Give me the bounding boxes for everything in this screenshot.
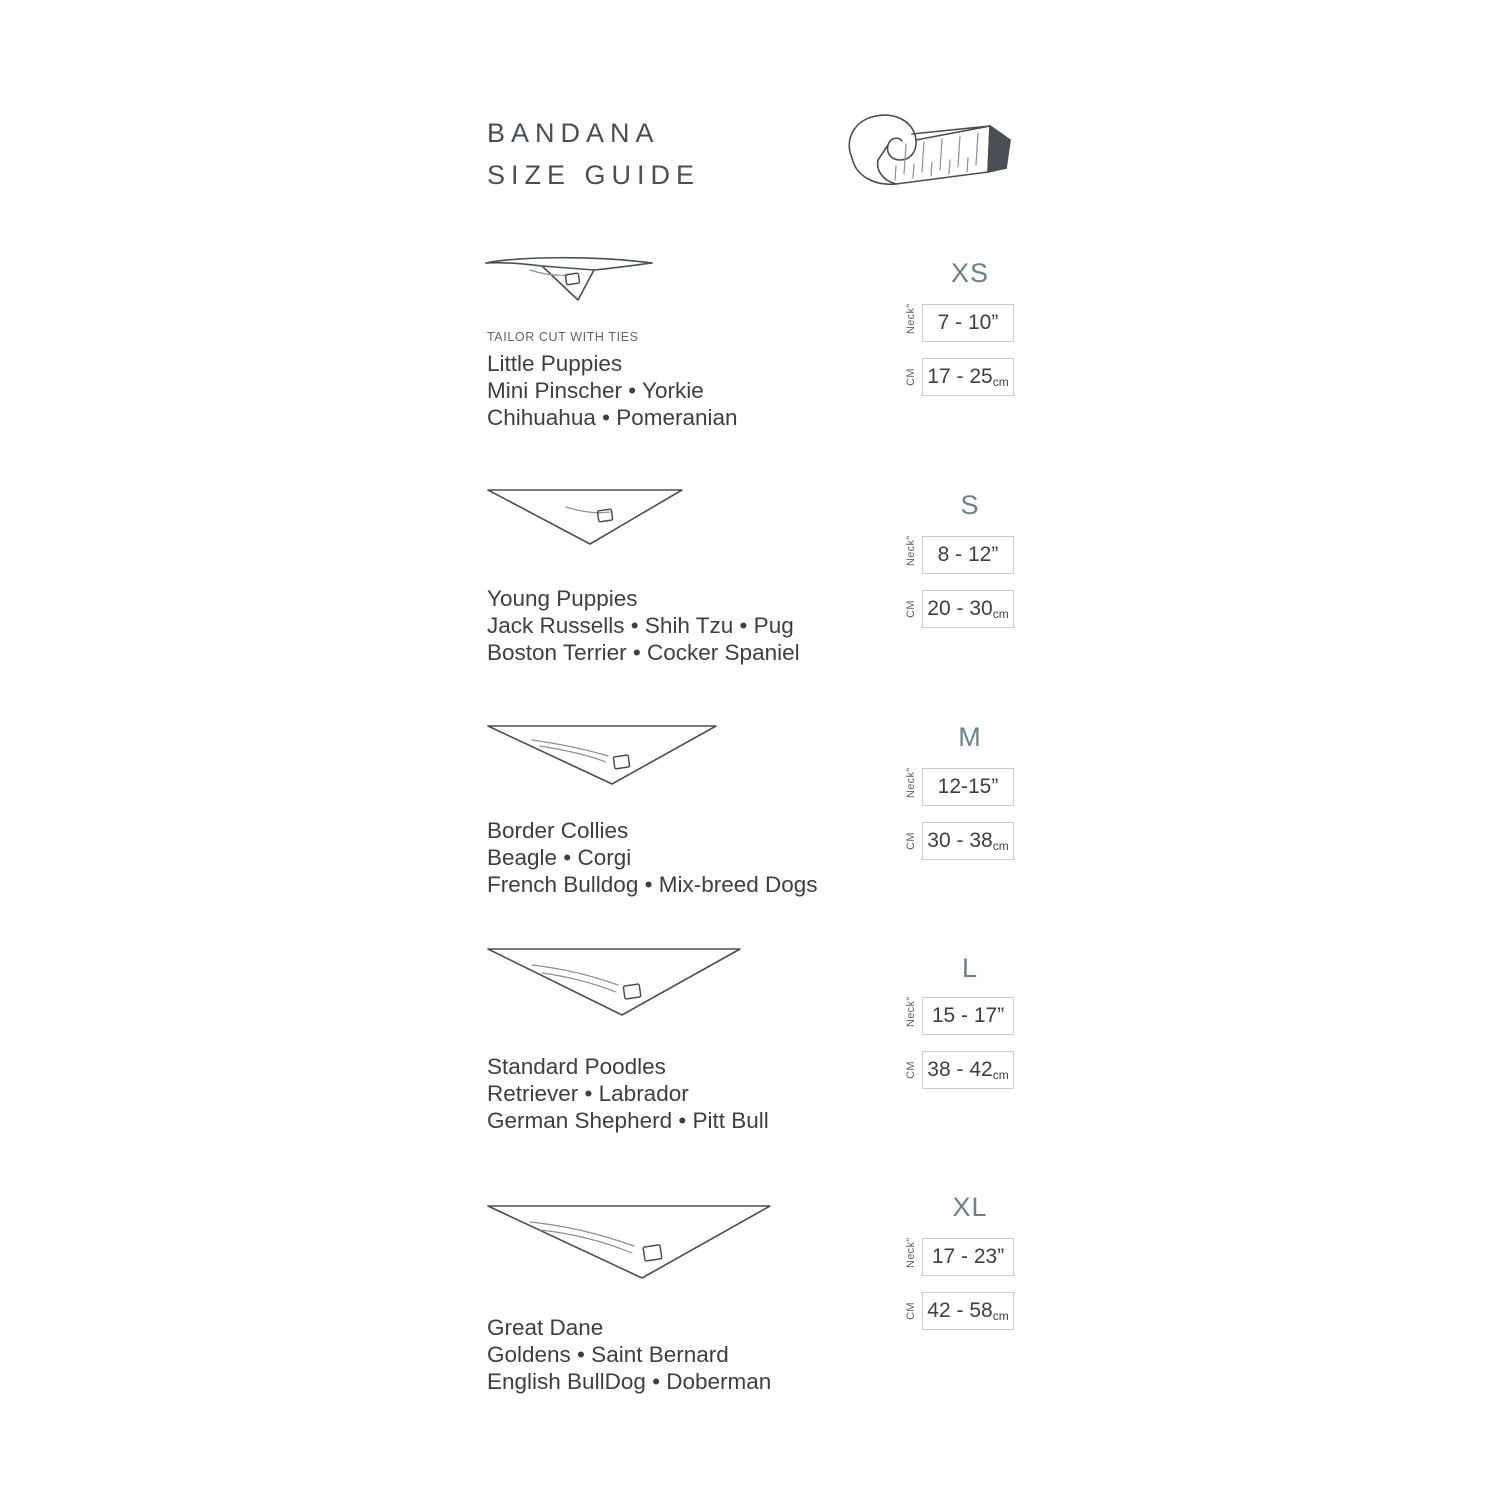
neck-measure: [900, 768, 1014, 806]
cm-value-box: [922, 358, 1014, 396]
desc-line: Goldens • Saint Bernard: [487, 1342, 729, 1367]
bandana-illustration-m: [470, 712, 730, 797]
size-label: M: [958, 722, 982, 752]
page-title-line-2: SIZE GUIDE: [487, 160, 701, 190]
neck-unit-label: Neck": [905, 535, 917, 566]
bandana-illustration-s: [470, 480, 700, 555]
bandana-illustration-l: [470, 935, 760, 1030]
cm-value: 20 - 30cm: [927, 597, 1009, 621]
cm-measure: [900, 822, 1014, 860]
size-label: S: [960, 490, 980, 520]
desc-line: Retriever • Labrador: [487, 1081, 689, 1106]
size-label: L: [961, 953, 979, 983]
neck-unit-label: Neck": [905, 303, 917, 334]
desc-line: Boston Terrier • Cocker Spaniel: [487, 640, 800, 665]
desc-line: Border Collies: [487, 818, 629, 843]
desc-line: Beagle • Corgi: [487, 845, 632, 870]
size-description-l: [487, 1053, 769, 1134]
tailor-cut-note: TAILOR CUT WITH TIES: [487, 330, 639, 344]
size-description-xl: [487, 1314, 771, 1395]
cm-measure: [900, 590, 1014, 628]
cm-value: 30 - 38cm: [927, 829, 1009, 853]
neck-measure: [900, 536, 1014, 574]
neck-value: 7 - 10”: [937, 311, 999, 334]
size-label: XS: [950, 258, 990, 288]
neck-value: 15 - 17”: [931, 1004, 1005, 1027]
neck-unit-label: Neck": [905, 1237, 917, 1268]
neck-value-box: [922, 997, 1014, 1035]
size-description-xs: [487, 330, 738, 431]
neck-measure: [900, 1238, 1014, 1276]
cm-value: 42 - 58cm: [927, 1299, 1009, 1323]
cm-unit-label: CM: [905, 600, 917, 618]
cm-measure: [900, 1051, 1014, 1089]
cm-value: 38 - 42cm: [927, 1058, 1009, 1082]
desc-line: German Shepherd • Pitt Bull: [487, 1108, 769, 1133]
desc-line: English BullDog • Doberman: [487, 1369, 772, 1394]
neck-value: 17 - 23”: [931, 1245, 1005, 1268]
neck-unit-label: Neck": [905, 767, 917, 798]
desc-line: Jack Russells • Shih Tzu • Pug: [487, 613, 794, 638]
cm-value-box: [922, 822, 1014, 860]
cm-value-box: [922, 590, 1014, 628]
cm-unit-label: CM: [905, 368, 917, 386]
cm-value-box: [922, 1051, 1014, 1089]
neck-measure: [900, 997, 1014, 1035]
desc-line: Mini Pinscher • Yorkie: [487, 378, 704, 403]
bandana-illustration-xl: [470, 1192, 790, 1292]
size-description-s: [487, 585, 800, 666]
neck-value: 8 - 12”: [937, 543, 999, 566]
desc-line: Standard Poodles: [487, 1054, 666, 1079]
neck-value-box: [922, 536, 1014, 574]
desc-line: Great Dane: [487, 1315, 604, 1340]
cm-unit-label: CM: [905, 1061, 917, 1079]
cm-unit-label: CM: [905, 1302, 917, 1320]
page-title-line-1: BANDANA: [487, 118, 660, 148]
neck-value-box: [922, 768, 1014, 806]
neck-value: 12-15”: [937, 775, 999, 798]
bandana-illustration-xs: [470, 248, 680, 318]
measuring-tape-icon: [838, 100, 1028, 205]
cm-value-box: [922, 1292, 1014, 1330]
neck-value-box: [922, 1238, 1014, 1276]
cm-value: 17 - 25cm: [927, 365, 1009, 389]
desc-line: Young Puppies: [487, 586, 638, 611]
desc-line: Chihuahua • Pomeranian: [487, 405, 738, 430]
cm-unit-label: CM: [905, 832, 917, 850]
neck-unit-label: Neck": [905, 996, 917, 1027]
cm-measure: [900, 1292, 1014, 1330]
neck-measure: [900, 304, 1014, 342]
desc-line: Little Puppies: [487, 351, 623, 376]
cm-measure: [900, 358, 1014, 396]
desc-line: French Bulldog • Mix-breed Dogs: [487, 872, 818, 897]
size-description-m: [487, 817, 818, 898]
neck-value-box: [922, 304, 1014, 342]
size-label: XL: [952, 1192, 988, 1222]
